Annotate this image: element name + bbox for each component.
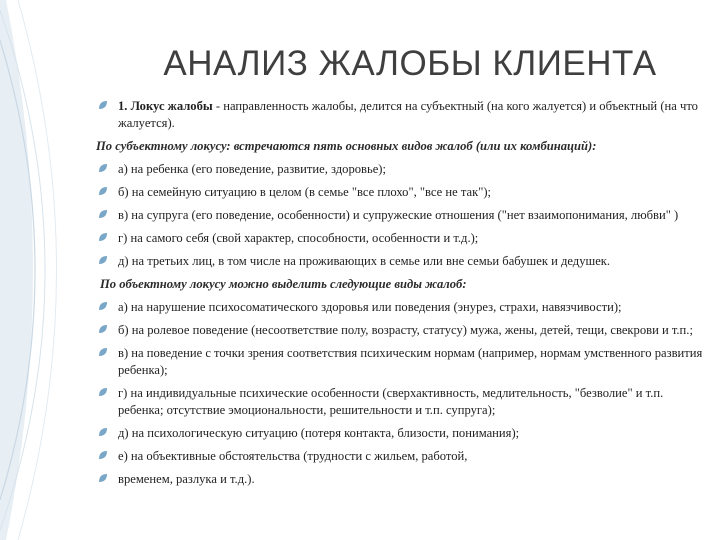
- subjective-item: б) на семейную ситуацию в целом (в семье "все плохо", "все не так");: [118, 185, 492, 199]
- leaf-bullet-icon: [98, 450, 108, 460]
- leaf-bullet-icon: [98, 255, 108, 265]
- subjective-item: в) на супруга (его поведение, особенности) и супружеские отношения ("нет взаимопонимания, любви" ): [118, 208, 679, 222]
- leaf-bullet-icon: [98, 186, 108, 196]
- leaf-bullet-icon: [98, 232, 108, 242]
- leaf-bullet-icon: [98, 324, 108, 334]
- list-item: [96, 345, 708, 379]
- leaf-bullet-icon: [98, 301, 108, 311]
- list-item: [96, 385, 708, 419]
- objective-item: е) на объективные обстоятельства (трудности с жильем, работой,: [118, 449, 468, 463]
- leaf-bullet-icon: [98, 163, 108, 173]
- slide-title: АНАЛИЗ ЖАЛОБЫ КЛИЕНТА: [163, 44, 657, 83]
- leaf-bullet-icon: [98, 427, 108, 437]
- list-item: [96, 425, 708, 442]
- slide-content: [96, 98, 708, 488]
- objective-item: в) на поведение с точки зрения соответствия психическим нормам (например, нормам умственного развития ребенка);: [118, 346, 703, 377]
- intro-item: [96, 98, 708, 132]
- list-item: [96, 299, 708, 316]
- subjective-item: г) на самого себя (свой характер, способности, особенности и т.д.);: [118, 231, 479, 245]
- list-item: [96, 161, 708, 178]
- subjective-heading: По субъектному локусу: встречаются пять основных видов жалоб (или их комбинаций):: [96, 139, 597, 153]
- list-item: [96, 448, 708, 465]
- objective-item: д) на психологическую ситуацию (потеря контакта, близости, понимания);: [118, 426, 520, 440]
- objective-item: временем, разлука и т.д.).: [118, 472, 255, 486]
- list-item: [96, 253, 708, 270]
- objective-item: а) на нарушение психосоматического здоровья или поведения (энурез, страхи, навязчивости);: [118, 300, 622, 314]
- subjective-item: а) на ребенка (его поведение, развитие, здоровье);: [118, 162, 387, 176]
- leaf-bullet-icon: [98, 100, 108, 110]
- objective-heading: По объектному локусу можно выделить следующие виды жалоб:: [100, 277, 467, 291]
- objective-item: б) на ролевое поведение (несоответствие полу, возрасту, статусу) мужа, жены, детей, тещи, свекрови и т.п.;: [118, 323, 693, 337]
- leaf-bullet-icon: [98, 347, 108, 357]
- list-item: [96, 230, 708, 247]
- objective-item: г) на индивидуальные психические особенности (сверхактивность, медлительность, "безволие" и т.п. ребенка; отсутствие эмоциональности, решительности и т.п. супруга);: [118, 386, 664, 417]
- leaf-bullet-icon: [98, 473, 108, 483]
- subjective-item: д) на третьих лиц, в том числе на проживающих в семье или вне семьи бабушек и дедушек.: [118, 254, 611, 268]
- leaf-bullet-icon: [98, 387, 108, 397]
- list-item: [96, 184, 708, 201]
- list-item: [96, 207, 708, 224]
- list-item: [96, 471, 708, 488]
- intro-text: - направленность жалобы, делится на субъектный (на кого жалуется) и объектный (на что жалуется).: [118, 99, 698, 130]
- leaf-bullet-icon: [98, 209, 108, 219]
- intro-term: 1. Локус жалобы: [118, 99, 213, 113]
- list-item: [96, 322, 708, 339]
